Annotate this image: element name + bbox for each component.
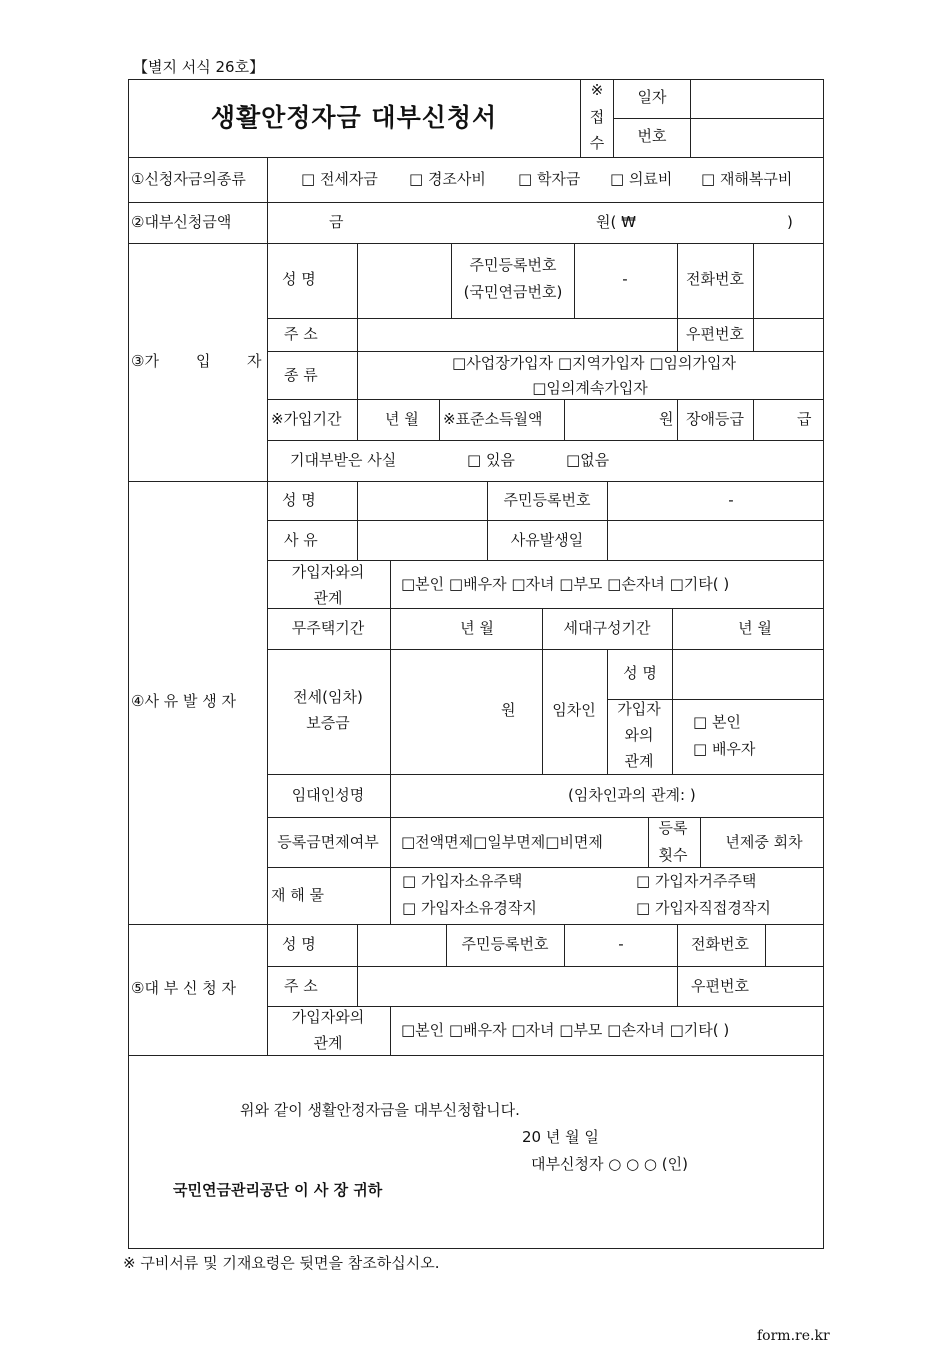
- prior-loan-label: 기대부받은 사실: [290, 451, 397, 469]
- member-name-field[interactable]: [358, 244, 450, 317]
- registration-count-label-2: 횟수: [658, 846, 688, 864]
- tenant-relation-label-1: 가입자: [617, 700, 661, 718]
- reception-mark-1: ※: [590, 81, 604, 99]
- footnote: ※ 구비서류 및 기재요령은 뒷면을 참조하십시오.: [123, 1254, 440, 1272]
- cause-rrn-dash[interactable]: -: [728, 491, 734, 509]
- member-type-label: 종 류: [284, 366, 318, 384]
- deposit-won[interactable]: 원: [501, 701, 516, 719]
- tuition-exemption-label: 등록금면제여부: [277, 833, 379, 851]
- deposit-label-1: 전세(임차): [293, 688, 363, 706]
- member-disability-label: 장애등급: [686, 410, 744, 428]
- registration-count-field[interactable]: 년제중 회차: [725, 833, 803, 851]
- member-income-label: ※표준소득월액: [443, 410, 543, 428]
- cause-rrn-label: 주민등록번호: [503, 491, 591, 509]
- household-period-field[interactable]: 년 월: [738, 619, 772, 637]
- tenant-relation-spouse-checkbox[interactable]: □ 배우자: [693, 740, 756, 758]
- loan-amount-close: ): [787, 213, 793, 231]
- loan-type-tuition-checkbox[interactable]: □ 학자금: [518, 170, 581, 188]
- landlord-name-label: 임대인성명: [291, 786, 365, 804]
- member-rrn-label-2: (국민연금번호): [463, 283, 563, 301]
- watermark: form.re.kr: [757, 1328, 830, 1344]
- member-name-label: 성 명: [282, 270, 316, 288]
- declaration-date[interactable]: 20 년 월 일: [522, 1128, 599, 1146]
- applicant-phone-label: 전화번호: [691, 935, 749, 953]
- declaration-recipient: 국민연금관리공단 이 사 장 귀하: [173, 1181, 383, 1199]
- applicant-section-label: ⑤대 부 신 청 자: [131, 979, 236, 997]
- member-rrn-dash[interactable]: -: [622, 270, 628, 288]
- declaration-applicant[interactable]: 대부신청자 ○ ○ ○ (인): [531, 1155, 688, 1173]
- loan-type-disaster-checkbox[interactable]: □ 재해복구비: [701, 170, 793, 188]
- applicant-relation-label-2: 관계: [313, 1034, 343, 1052]
- member-zip-label: 우편번호: [686, 325, 744, 343]
- loan-amount-label: ②대부신청금액: [131, 213, 232, 231]
- registration-count-label-1: 등록: [658, 819, 688, 837]
- deposit-label-2: 보증금: [306, 714, 350, 732]
- loan-amount-number-field[interactable]: [650, 205, 780, 239]
- page-title: 생활안정자금 대부신청서: [210, 103, 498, 132]
- tenant-relation-self-checkbox[interactable]: □ 본인: [693, 713, 741, 731]
- member-address-field[interactable]: [358, 319, 676, 350]
- cause-reason-label: 사 유: [284, 531, 318, 549]
- tenant-label: 임차인: [552, 701, 596, 719]
- member-section-label-1: ③가: [131, 352, 159, 370]
- member-disability-grade[interactable]: 급: [797, 410, 812, 428]
- landlord-relation-field[interactable]: (임차인과의 관계: ): [568, 786, 696, 804]
- applicant-rrn-label: 주민등록번호: [461, 935, 549, 953]
- member-zip-field[interactable]: [754, 319, 822, 350]
- form-code: 【별지 서식 26호】: [133, 58, 265, 76]
- reception-date-label: 일자: [637, 88, 667, 106]
- member-type-options-2[interactable]: □임의계속가입자: [532, 379, 648, 397]
- tenant-name-label: 성 명: [623, 664, 657, 682]
- member-period-label: ※가입기간: [271, 410, 342, 428]
- applicant-rrn-dash[interactable]: -: [618, 935, 624, 953]
- loan-amount-prefix: 금: [329, 213, 344, 231]
- declaration-statement: 위와 같이 생활안정자금을 대부신청합니다.: [240, 1101, 520, 1119]
- applicant-zip-label: 우편번호: [691, 977, 749, 995]
- member-type-options-1[interactable]: □사업장가입자 □지역가입자 □임의가입자: [452, 354, 736, 372]
- applicant-relation-options[interactable]: □본인 □배우자 □자녀 □부모 □손자녀 □기타( ): [401, 1021, 730, 1039]
- tenant-relation-label-3: 관계: [624, 752, 654, 770]
- applicant-zip-field[interactable]: [766, 967, 822, 1005]
- applicant-address-field[interactable]: [358, 967, 676, 1005]
- cause-reason-field[interactable]: [358, 521, 486, 559]
- cause-name-field[interactable]: [358, 482, 486, 519]
- member-section-label-3: 자: [247, 352, 262, 370]
- reception-date-field[interactable]: [691, 80, 822, 117]
- reception-mark-3: 수: [589, 134, 605, 152]
- reception-number-field[interactable]: [691, 119, 822, 156]
- cause-relation-label-2: 관계: [313, 589, 343, 607]
- loan-amount-field[interactable]: [350, 205, 590, 239]
- no-house-period-label: 무주택기간: [291, 619, 365, 637]
- reception-number-label: 번호: [637, 127, 667, 145]
- loan-type-medical-checkbox[interactable]: □ 의료비: [610, 170, 673, 188]
- cause-relation-options[interactable]: □본인 □배우자 □자녀 □부모 □손자녀 □기타( ): [401, 575, 730, 593]
- applicant-relation-label-1: 가입자와의: [291, 1008, 365, 1026]
- member-phone-label: 전화번호: [686, 270, 744, 288]
- member-section-label-2: 입: [196, 352, 211, 370]
- disaster-residence-checkbox[interactable]: □ 가입자거주주택: [636, 872, 757, 890]
- loan-type-jeonse-checkbox[interactable]: □ 전세자금: [301, 170, 378, 188]
- disaster-owned-farmland-checkbox[interactable]: □ 가입자소유경작지: [402, 899, 537, 917]
- loan-amount-won: 원( ₩: [596, 213, 636, 231]
- cause-date-label: 사유발생일: [510, 531, 584, 549]
- prior-loan-no-checkbox[interactable]: □없음: [566, 451, 610, 469]
- tuition-exemption-options[interactable]: □전액면제□일부면제□비면제: [401, 833, 603, 851]
- prior-loan-yes-checkbox[interactable]: □ 있음: [467, 451, 515, 469]
- member-phone-field[interactable]: [754, 244, 822, 317]
- household-period-label: 세대구성기간: [563, 619, 651, 637]
- tenant-name-field[interactable]: [673, 650, 822, 698]
- applicant-phone-field[interactable]: [766, 925, 822, 965]
- loan-type-ceremony-checkbox[interactable]: □ 경조사비: [409, 170, 486, 188]
- applicant-name-label: 성 명: [282, 935, 316, 953]
- member-rrn-label-1: 주민등록번호: [469, 256, 557, 274]
- cause-section-label: ④사 유 발 생 자: [131, 692, 236, 710]
- tenant-relation-label-2: 와의: [624, 726, 654, 744]
- member-address-label: 주 소: [284, 325, 318, 343]
- cause-relation-label-1: 가입자와의: [291, 563, 365, 581]
- loan-type-label: ①신청자금의종류: [131, 170, 246, 188]
- applicant-address-label: 주 소: [284, 977, 318, 995]
- member-income-won[interactable]: 원: [659, 410, 674, 428]
- reception-mark-2: 접: [589, 108, 605, 126]
- cause-name-label: 성 명: [282, 491, 316, 509]
- disaster-property-label: 재 해 물: [271, 886, 325, 904]
- cause-date-field[interactable]: [608, 521, 822, 559]
- disaster-cultivated-farmland-checkbox[interactable]: □ 가입자직접경작지: [636, 899, 771, 917]
- disaster-owned-house-checkbox[interactable]: □ 가입자소유주택: [402, 872, 523, 890]
- member-period-field[interactable]: 년 월: [385, 410, 419, 428]
- applicant-name-field[interactable]: [358, 925, 445, 965]
- no-house-period-field[interactable]: 년 월: [460, 619, 494, 637]
